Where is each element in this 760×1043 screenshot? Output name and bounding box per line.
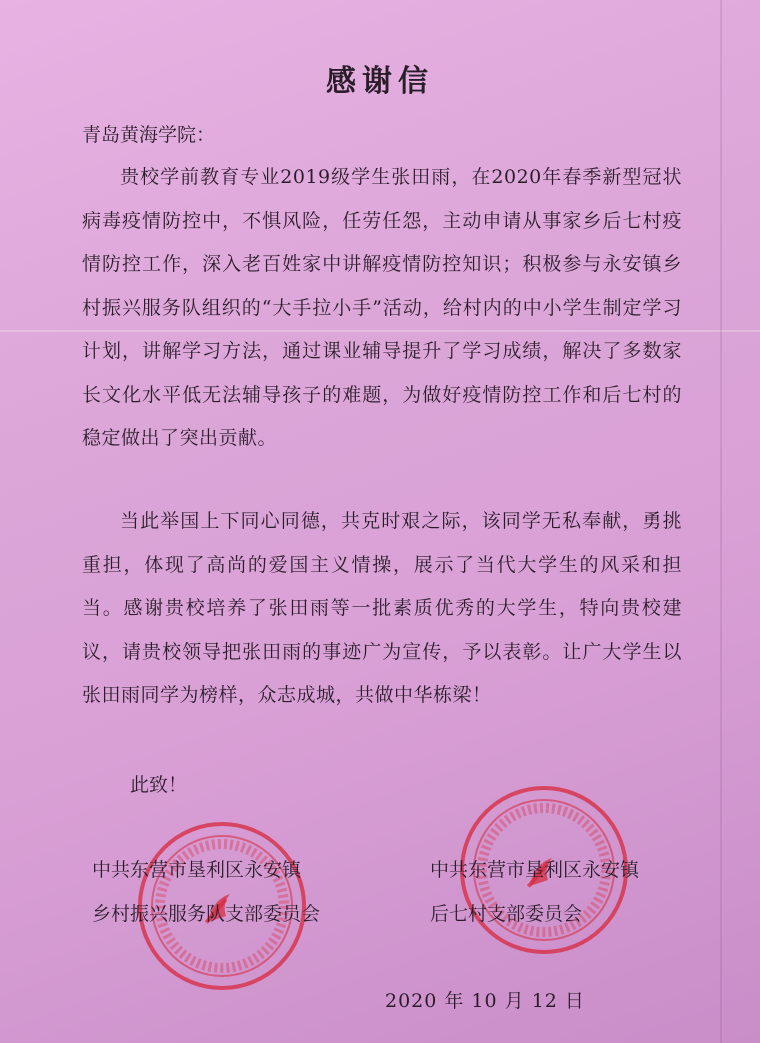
letter-title: 感谢信	[326, 64, 434, 99]
body-paragraph-1: 贵校学前教育专业2019级学生张田雨，在2020年春季新型冠状病毒疫情防控中，不惧风险，任劳任怨，主动申请从事家乡后七村疫情防控工作，深入老百姓家中讲解疫情防控知识；积极参与永安镇乡村振兴服务队组织的“大手拉小手”活动，给村内的中小学生制定学习计划，讲解学习方法，通过课业辅导提升了学习成绩，解决了多数家长文化水平低无法辅导孩子的难题，为做好疫情防控工作和后七村的稳定做出了突出贡献。	[82, 166, 682, 449]
closing-salutation: 此致！	[130, 774, 188, 796]
body-paragraph-2: 当此举国上下同心同德，共克时艰之际，该同学无私奉献，勇挑重担，体现了高尚的爱国主义情操，展示了当代大学生的风采和担当。感谢贵校培养了张田雨等一批素质优秀的大学生，特向贵校建议，请贵校领导把张田雨的事迹广为宣传，予以表彰。让广大学生以张田雨同学为榜样，众志成城，共做中华栋梁！	[82, 510, 682, 706]
paper-fold-line	[720, 0, 722, 1043]
signature-left-line1: 中共东营市垦利区永安镇	[92, 859, 302, 881]
signature-left	[92, 848, 320, 936]
signature-right-line2: 后七村支部委员会	[430, 903, 583, 925]
signature-right-line1: 中共东营市垦利区永安镇	[430, 859, 640, 881]
signature-right	[430, 848, 639, 936]
signature-left-line2: 乡村振兴服务队支部委员会	[92, 903, 321, 925]
letter-date: 2020 年 10 月 12 日	[385, 990, 585, 1012]
salutation: 青岛黄海学院：	[82, 124, 216, 146]
